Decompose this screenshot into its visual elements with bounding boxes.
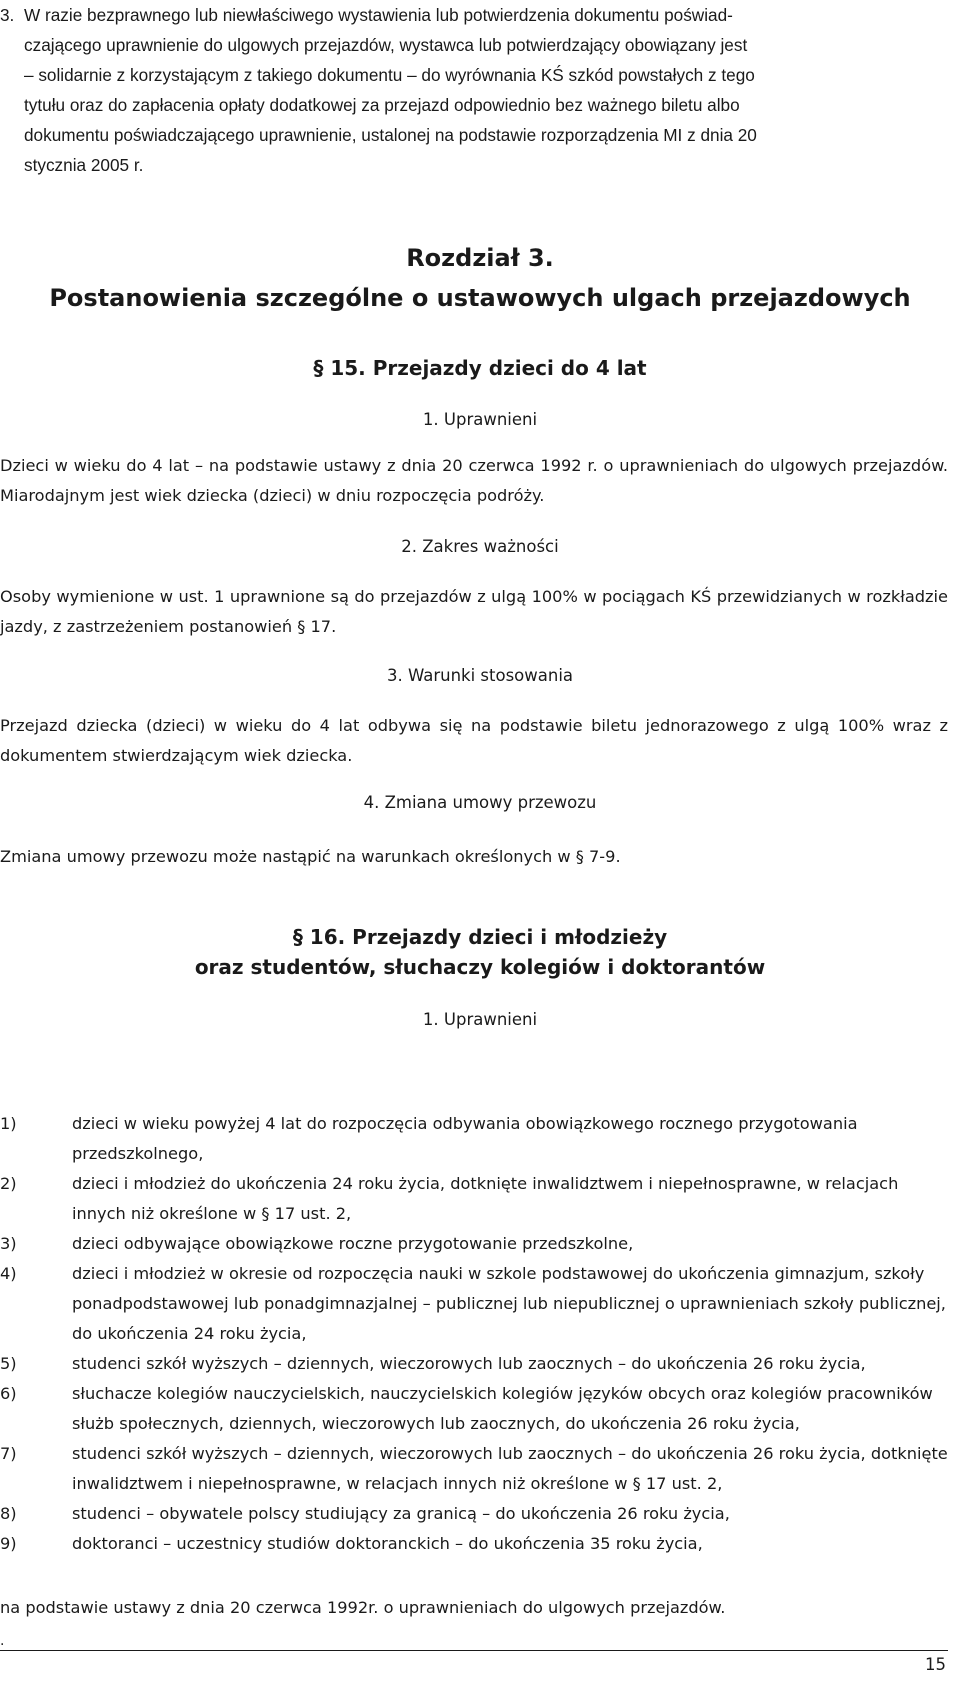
s16-heading-1: 1. Uprawnieni bbox=[422, 1010, 538, 1029]
list-item: 2) dzieci i młodzież do ukończenia 24 roku życia, dotknięte inwalidztwem i niepełnosprawne, w relacjach innych niż określone w § 17 ust. 2, bbox=[0, 1174, 899, 1223]
s16-closing: na podstawie ustawy z dnia 20 czerwca 1992r. o uprawnieniach do ulgowych przejazdów. bbox=[0, 1598, 726, 1617]
intro-line: stycznia 2005 r. bbox=[24, 155, 144, 175]
list-item: 8) studenci – obywatele polscy studiujący za granicą – do ukończenia 26 roku życia, bbox=[0, 1504, 730, 1523]
page-number: 15 bbox=[925, 1655, 946, 1674]
list-item: 7) studenci szkół wyższych – dziennych, wieczorowych lub zaocznych – do ukończenia 26 roku życia, dotknięte inwalidztwem i niepełnosprawne, w relacjach innych niż określone w § 17 ust. 2, bbox=[0, 1444, 948, 1493]
entitled-list bbox=[0, 1109, 948, 1559]
s15-heading-1: 1. Uprawnieni bbox=[422, 410, 538, 429]
intro-number: 3. bbox=[0, 5, 15, 25]
section-16-title-line1: § 16. Przejazdy dzieci i młodzieży bbox=[292, 925, 668, 949]
footer-dot: . bbox=[0, 1633, 5, 1649]
footer-rule bbox=[0, 1650, 948, 1651]
list-item: 5) studenci szkół wyższych – dziennych, wieczorowych lub zaocznych – do ukończenia 26 roku życia, bbox=[0, 1354, 866, 1373]
section-16-title-line2: oraz studentów, słuchaczy kolegiów i doktorantów bbox=[194, 955, 766, 979]
chapter-title: Postanowienia szczególne o ustawowych ulgach przejazdowych bbox=[49, 284, 911, 312]
list-item: 6) słuchacze kolegiów nauczycielskich, nauczycielskich kolegiów języków obcych oraz kolegiów pracowników służb społecznych, dziennych, wieczorowych lub zaocznych, do ukończenia 26 roku życia, bbox=[0, 1384, 933, 1433]
s15-heading-3: 3. Warunki stosowania bbox=[386, 666, 574, 685]
intro-line: – solidarnie z korzystającym z takiego dokumentu – do wyrównania KŚ szkód powstałych z tego bbox=[24, 65, 755, 85]
s15-heading-4: 4. Zmiana umowy przewozu bbox=[363, 793, 597, 812]
chapter-number: Rozdział 3. bbox=[406, 244, 554, 272]
s15-heading-2: 2. Zakres ważności bbox=[401, 537, 559, 556]
list-item: 1) dzieci w wieku powyżej 4 lat do rozpoczęcia odbywania obowiązkowego rocznego przygotowania przedszkolnego, bbox=[0, 1114, 858, 1163]
intro-line: dokumentu poświadczającego uprawnienie, ustalonej na podstawie rozporządzenia MI z dnia 20 bbox=[24, 125, 757, 145]
s15-paragraph-2: Osoby wymienione w ust. 1 uprawnione są do przejazdów z ulgą 100% w pociągach KŚ przewidzianych w rozkładzie jazdy, z zastrzeżeniem postanowień § 17. bbox=[0, 587, 948, 636]
s15-paragraph-4: Zmiana umowy przewozu może nastąpić na warunkach określonych w § 7-9. bbox=[0, 847, 621, 866]
s15-paragraph-1: Dzieci w wieku do 4 lat – na podstawie ustawy z dnia 20 czerwca 1992 r. o uprawnieniach do ulgowych przejazdów. Miarodajnym jest wiek dziecka (dzieci) w dniu rozpoczęcia podróży. bbox=[0, 456, 948, 505]
intro-line: czającego uprawnienie do ulgowych przejazdów, wystawca lub potwierdzający obowiązany jest bbox=[24, 35, 748, 55]
list-item: 3) dzieci odbywające obowiązkowe roczne przygotowanie przedszkolne, bbox=[0, 1234, 634, 1253]
list-item: 4) dzieci i młodzież w okresie od rozpoczęcia nauki w szkole podstawowej do ukończenia gimnazjum, szkoły ponadpodstawowej lub ponadgimnazjalnej – publicznej lub niepublicznej o uprawnieniach szkoły publicznej, do ukończenia 24 roku życia, bbox=[0, 1264, 946, 1343]
list-item: 9) doktoranci – uczestnicy studiów doktoranckich – do ukończenia 35 roku życia, bbox=[0, 1534, 703, 1553]
s15-paragraph-3: Przejazd dziecka (dzieci) w wieku do 4 lat odbywa się na podstawie biletu jednorazowego z ulgą 100% wraz z dokumentem stwierdzającym wiek dziecka. bbox=[0, 716, 948, 765]
intro-line: tytułu oraz do zapłacenia opłaty dodatkowej za przejazd odpowiednio bez ważnego biletu albo bbox=[24, 95, 740, 115]
section-15-title: § 15. Przejazdy dzieci do 4 lat bbox=[313, 356, 647, 380]
intro-paragraph bbox=[0, 0, 948, 180]
intro-line: 3. W razie bezprawnego lub niewłaściwego wystawienia lub potwierdzenia dokumentu poświad- bbox=[0, 0, 948, 30]
